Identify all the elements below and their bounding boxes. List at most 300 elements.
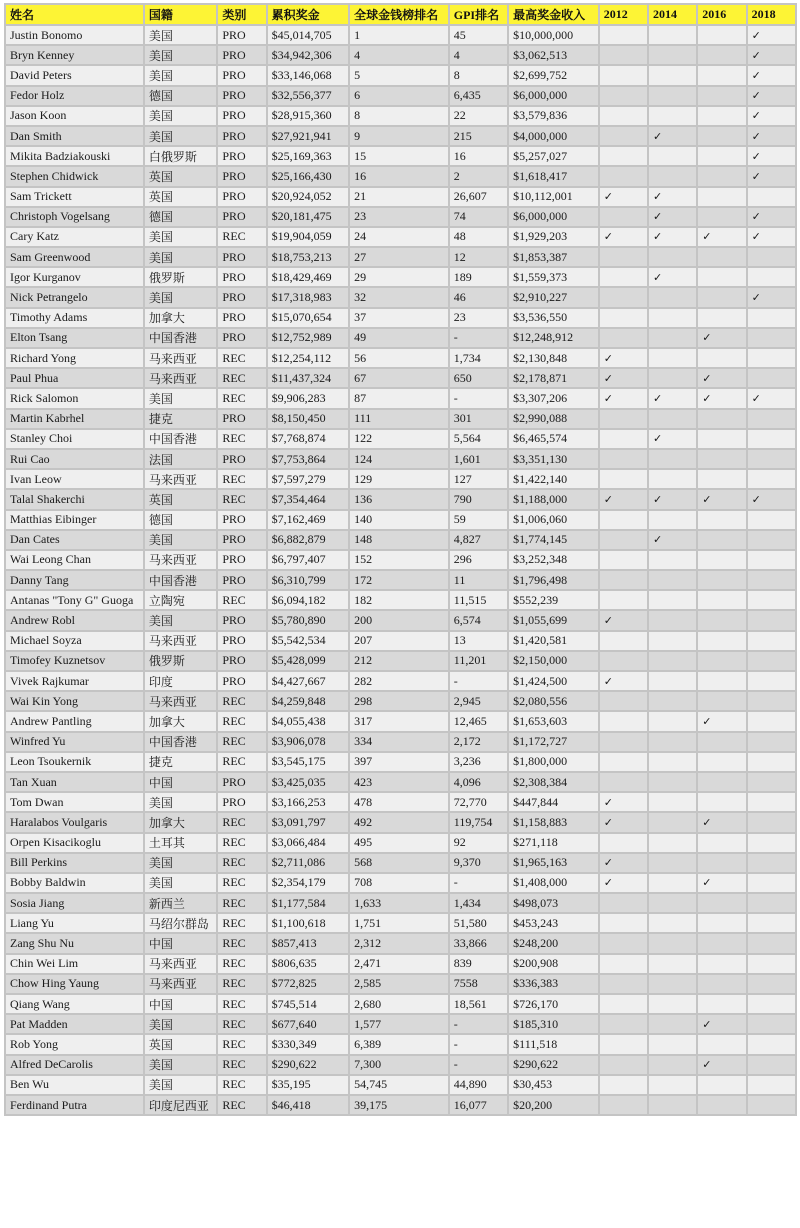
cell-type: PRO bbox=[217, 610, 266, 630]
cell-max-cash: $271,118 bbox=[508, 833, 599, 853]
check-2014-icon bbox=[648, 550, 697, 570]
table-row bbox=[5, 510, 796, 530]
cell-type: REC bbox=[217, 711, 266, 731]
cell-name: Alfred DeCarolis bbox=[5, 1055, 144, 1075]
check-2012-icon: ✓ bbox=[599, 671, 648, 691]
cell-max-cash: $2,990,088 bbox=[508, 409, 599, 429]
cell-nationality: 捷克 bbox=[144, 409, 217, 429]
cell-type: REC bbox=[217, 691, 266, 711]
table-row bbox=[5, 974, 796, 994]
cell-nationality: 美国 bbox=[144, 287, 217, 307]
table-row bbox=[5, 772, 796, 792]
check-2012-icon bbox=[599, 530, 648, 550]
cell-total-earnings: $7,753,864 bbox=[267, 449, 350, 469]
check-2016-icon bbox=[697, 429, 746, 449]
cell-max-cash: $1,420,581 bbox=[508, 631, 599, 651]
check-2012-icon: ✓ bbox=[599, 610, 648, 630]
table-row bbox=[5, 328, 796, 348]
check-2012-icon bbox=[599, 166, 648, 186]
cell-max-cash: $3,351,130 bbox=[508, 449, 599, 469]
cell-total-earnings: $7,768,874 bbox=[267, 429, 350, 449]
cell-nationality: 马来西亚 bbox=[144, 631, 217, 651]
check-2016-icon: ✓ bbox=[697, 812, 746, 832]
check-2014-icon bbox=[648, 328, 697, 348]
check-2012-icon bbox=[599, 1075, 648, 1095]
check-2012-icon: ✓ bbox=[599, 388, 648, 408]
cell-nationality: 中国香港 bbox=[144, 429, 217, 449]
cell-gpi-rank: 5,564 bbox=[449, 429, 508, 449]
header-type: 类别 bbox=[217, 4, 266, 25]
check-2012-icon bbox=[599, 86, 648, 106]
check-2014-icon bbox=[648, 1034, 697, 1054]
cell-total-earnings: $27,921,941 bbox=[267, 126, 350, 146]
cell-nationality: 马来西亚 bbox=[144, 469, 217, 489]
cell-total-earnings: $290,622 bbox=[267, 1055, 350, 1075]
table-row bbox=[5, 833, 796, 853]
cell-total-earnings: $17,318,983 bbox=[267, 287, 350, 307]
cell-money-rank: 2,312 bbox=[349, 933, 449, 953]
check-2018-icon bbox=[747, 1014, 796, 1034]
cell-max-cash: $30,453 bbox=[508, 1075, 599, 1095]
table-row bbox=[5, 1055, 796, 1075]
cell-gpi-rank: 4,827 bbox=[449, 530, 508, 550]
cell-total-earnings: $5,542,534 bbox=[267, 631, 350, 651]
check-2012-icon bbox=[599, 590, 648, 610]
check-2018-icon: ✓ bbox=[747, 25, 796, 45]
check-2016-icon bbox=[697, 913, 746, 933]
header-row bbox=[5, 4, 796, 25]
check-2012-icon bbox=[599, 933, 648, 953]
cell-name: Mikita Badziakouski bbox=[5, 146, 144, 166]
check-2018-icon bbox=[747, 913, 796, 933]
cell-name: David Peters bbox=[5, 65, 144, 85]
table-row bbox=[5, 530, 796, 550]
cell-type: PRO bbox=[217, 25, 266, 45]
cell-name: Rui Cao bbox=[5, 449, 144, 469]
check-2018-icon bbox=[747, 1055, 796, 1075]
check-2014-icon bbox=[648, 106, 697, 126]
cell-total-earnings: $3,906,078 bbox=[267, 732, 350, 752]
check-2018-icon bbox=[747, 994, 796, 1014]
check-2018-icon bbox=[747, 247, 796, 267]
check-2014-icon bbox=[648, 247, 697, 267]
cell-total-earnings: $18,429,469 bbox=[267, 267, 350, 287]
cell-total-earnings: $3,066,484 bbox=[267, 833, 350, 853]
cell-total-earnings: $330,349 bbox=[267, 1034, 350, 1054]
cell-gpi-rank: 2,945 bbox=[449, 691, 508, 711]
table-row bbox=[5, 489, 796, 509]
cell-money-rank: 2,471 bbox=[349, 954, 449, 974]
check-2018-icon: ✓ bbox=[747, 146, 796, 166]
cell-name: Rick Salomon bbox=[5, 388, 144, 408]
cell-gpi-rank: - bbox=[449, 1014, 508, 1034]
cell-money-rank: 492 bbox=[349, 812, 449, 832]
check-2012-icon bbox=[599, 711, 648, 731]
check-2012-icon: ✓ bbox=[599, 853, 648, 873]
cell-name: Danny Tang bbox=[5, 570, 144, 590]
check-2014-icon bbox=[648, 853, 697, 873]
check-2012-icon: ✓ bbox=[599, 227, 648, 247]
cell-money-rank: 152 bbox=[349, 550, 449, 570]
cell-name: Sosia Jiang bbox=[5, 893, 144, 913]
cell-gpi-rank: 215 bbox=[449, 126, 508, 146]
cell-money-rank: 5 bbox=[349, 65, 449, 85]
cell-gpi-rank: 9,370 bbox=[449, 853, 508, 873]
check-2014-icon bbox=[648, 691, 697, 711]
check-2018-icon bbox=[747, 1095, 796, 1115]
cell-gpi-rank: 1,601 bbox=[449, 449, 508, 469]
cell-name: Igor Kurganov bbox=[5, 267, 144, 287]
check-2018-icon bbox=[747, 449, 796, 469]
check-2016-icon bbox=[697, 187, 746, 207]
table-row bbox=[5, 267, 796, 287]
table-row bbox=[5, 853, 796, 873]
cell-max-cash: $2,308,384 bbox=[508, 772, 599, 792]
check-2018-icon bbox=[747, 308, 796, 328]
check-2018-icon bbox=[747, 691, 796, 711]
check-2018-icon: ✓ bbox=[747, 65, 796, 85]
header-max-cash: 最高奖金收入 bbox=[508, 4, 599, 25]
cell-type: PRO bbox=[217, 45, 266, 65]
cell-total-earnings: $9,906,283 bbox=[267, 388, 350, 408]
cell-money-rank: 111 bbox=[349, 409, 449, 429]
cell-nationality: 美国 bbox=[144, 106, 217, 126]
check-2016-icon bbox=[697, 308, 746, 328]
check-2012-icon bbox=[599, 146, 648, 166]
check-2014-icon bbox=[648, 449, 697, 469]
cell-gpi-rank: - bbox=[449, 873, 508, 893]
check-2012-icon bbox=[599, 691, 648, 711]
cell-total-earnings: $20,924,052 bbox=[267, 187, 350, 207]
cell-max-cash: $248,200 bbox=[508, 933, 599, 953]
cell-max-cash: $3,536,550 bbox=[508, 308, 599, 328]
check-2014-icon bbox=[648, 610, 697, 630]
cell-name: Bill Perkins bbox=[5, 853, 144, 873]
check-2018-icon bbox=[747, 711, 796, 731]
check-2018-icon: ✓ bbox=[747, 388, 796, 408]
table-row bbox=[5, 126, 796, 146]
cell-money-rank: 140 bbox=[349, 510, 449, 530]
cell-type: REC bbox=[217, 1034, 266, 1054]
cell-total-earnings: $7,354,464 bbox=[267, 489, 350, 509]
cell-money-rank: 212 bbox=[349, 651, 449, 671]
check-2016-icon bbox=[697, 994, 746, 1014]
cell-money-rank: 708 bbox=[349, 873, 449, 893]
check-2018-icon bbox=[747, 671, 796, 691]
check-2018-icon bbox=[747, 550, 796, 570]
check-2016-icon bbox=[697, 409, 746, 429]
cell-gpi-rank: 22 bbox=[449, 106, 508, 126]
check-2014-icon: ✓ bbox=[648, 207, 697, 227]
cell-total-earnings: $7,162,469 bbox=[267, 510, 350, 530]
check-2018-icon: ✓ bbox=[747, 45, 796, 65]
check-2014-icon bbox=[648, 954, 697, 974]
cell-type: PRO bbox=[217, 267, 266, 287]
cell-type: PRO bbox=[217, 409, 266, 429]
cell-total-earnings: $34,942,306 bbox=[267, 45, 350, 65]
cell-total-earnings: $857,413 bbox=[267, 933, 350, 953]
table-row bbox=[5, 1095, 796, 1115]
table-row bbox=[5, 873, 796, 893]
cell-gpi-rank: 839 bbox=[449, 954, 508, 974]
check-2016-icon bbox=[697, 752, 746, 772]
cell-nationality: 新西兰 bbox=[144, 893, 217, 913]
check-2012-icon: ✓ bbox=[599, 873, 648, 893]
cell-max-cash: $726,170 bbox=[508, 994, 599, 1014]
cell-nationality: 马来西亚 bbox=[144, 691, 217, 711]
cell-gpi-rank: 12 bbox=[449, 247, 508, 267]
cell-gpi-rank: 45 bbox=[449, 25, 508, 45]
check-2012-icon bbox=[599, 45, 648, 65]
check-2014-icon bbox=[648, 146, 697, 166]
check-2012-icon bbox=[599, 833, 648, 853]
table-row bbox=[5, 187, 796, 207]
cell-name: Cary Katz bbox=[5, 227, 144, 247]
cell-gpi-rank: 296 bbox=[449, 550, 508, 570]
cell-nationality: 英国 bbox=[144, 187, 217, 207]
cell-gpi-rank: 16 bbox=[449, 146, 508, 166]
header-name: 姓名 bbox=[5, 4, 144, 25]
check-2012-icon bbox=[599, 1014, 648, 1034]
cell-gpi-rank: 3,236 bbox=[449, 752, 508, 772]
check-2018-icon bbox=[747, 469, 796, 489]
check-2014-icon bbox=[648, 1055, 697, 1075]
cell-type: REC bbox=[217, 388, 266, 408]
check-2012-icon bbox=[599, 772, 648, 792]
cell-total-earnings: $6,094,182 bbox=[267, 590, 350, 610]
cell-money-rank: 87 bbox=[349, 388, 449, 408]
cell-total-earnings: $20,181,475 bbox=[267, 207, 350, 227]
check-2012-icon: ✓ bbox=[599, 187, 648, 207]
cell-max-cash: $1,188,000 bbox=[508, 489, 599, 509]
table-row bbox=[5, 570, 796, 590]
cell-max-cash: $1,559,373 bbox=[508, 267, 599, 287]
check-2016-icon bbox=[697, 106, 746, 126]
check-2016-icon bbox=[697, 287, 746, 307]
check-2014-icon: ✓ bbox=[648, 530, 697, 550]
cell-gpi-rank: - bbox=[449, 1034, 508, 1054]
check-2014-icon bbox=[648, 812, 697, 832]
cell-nationality: 德国 bbox=[144, 207, 217, 227]
cell-gpi-rank: 127 bbox=[449, 469, 508, 489]
check-2016-icon bbox=[697, 25, 746, 45]
cell-nationality: 白俄罗斯 bbox=[144, 146, 217, 166]
cell-total-earnings: $4,427,667 bbox=[267, 671, 350, 691]
cell-max-cash: $20,200 bbox=[508, 1095, 599, 1115]
check-2018-icon bbox=[747, 651, 796, 671]
cell-total-earnings: $33,146,068 bbox=[267, 65, 350, 85]
check-2012-icon bbox=[599, 429, 648, 449]
check-2016-icon: ✓ bbox=[697, 388, 746, 408]
cell-name: Wai Leong Chan bbox=[5, 550, 144, 570]
check-2014-icon bbox=[648, 287, 697, 307]
cell-nationality: 美国 bbox=[144, 853, 217, 873]
check-2014-icon bbox=[648, 308, 697, 328]
table-row bbox=[5, 812, 796, 832]
cell-total-earnings: $45,014,705 bbox=[267, 25, 350, 45]
check-2016-icon bbox=[697, 348, 746, 368]
cell-money-rank: 334 bbox=[349, 732, 449, 752]
check-2014-icon bbox=[648, 348, 697, 368]
check-2016-icon bbox=[697, 146, 746, 166]
cell-nationality: 加拿大 bbox=[144, 308, 217, 328]
table-row bbox=[5, 287, 796, 307]
check-2016-icon bbox=[697, 247, 746, 267]
cell-type: PRO bbox=[217, 772, 266, 792]
check-2016-icon bbox=[697, 1034, 746, 1054]
cell-nationality: 俄罗斯 bbox=[144, 267, 217, 287]
cell-type: PRO bbox=[217, 550, 266, 570]
cell-max-cash: $10,000,000 bbox=[508, 25, 599, 45]
cell-name: Elton Tsang bbox=[5, 328, 144, 348]
check-2012-icon bbox=[599, 1034, 648, 1054]
cell-max-cash: $2,699,752 bbox=[508, 65, 599, 85]
check-2012-icon bbox=[599, 550, 648, 570]
cell-name: Matthias Eibinger bbox=[5, 510, 144, 530]
cell-name: Liang Yu bbox=[5, 913, 144, 933]
cell-max-cash: $1,172,727 bbox=[508, 732, 599, 752]
cell-gpi-rank: 16,077 bbox=[449, 1095, 508, 1115]
cell-gpi-rank: 12,465 bbox=[449, 711, 508, 731]
check-2016-icon bbox=[697, 853, 746, 873]
check-2018-icon: ✓ bbox=[747, 287, 796, 307]
cell-money-rank: 24 bbox=[349, 227, 449, 247]
cell-type: PRO bbox=[217, 126, 266, 146]
header-total-earnings: 累积奖金 bbox=[267, 4, 350, 25]
cell-max-cash: $3,062,513 bbox=[508, 45, 599, 65]
cell-name: Dan Smith bbox=[5, 126, 144, 146]
check-2018-icon bbox=[747, 530, 796, 550]
table-row bbox=[5, 368, 796, 388]
cell-total-earnings: $25,166,430 bbox=[267, 166, 350, 186]
check-2016-icon bbox=[697, 1075, 746, 1095]
cell-name: Justin Bonomo bbox=[5, 25, 144, 45]
cell-nationality: 美国 bbox=[144, 227, 217, 247]
check-2018-icon: ✓ bbox=[747, 126, 796, 146]
cell-type: REC bbox=[217, 954, 266, 974]
cell-max-cash: $2,910,227 bbox=[508, 287, 599, 307]
check-2016-icon bbox=[697, 449, 746, 469]
cell-nationality: 美国 bbox=[144, 873, 217, 893]
cell-money-rank: 32 bbox=[349, 287, 449, 307]
check-2012-icon bbox=[599, 247, 648, 267]
cell-max-cash: $3,252,348 bbox=[508, 550, 599, 570]
table-row bbox=[5, 631, 796, 651]
cell-type: PRO bbox=[217, 187, 266, 207]
cell-nationality: 美国 bbox=[144, 610, 217, 630]
cell-type: REC bbox=[217, 752, 266, 772]
cell-nationality: 加拿大 bbox=[144, 711, 217, 731]
cell-name: Sam Trickett bbox=[5, 187, 144, 207]
cell-total-earnings: $25,169,363 bbox=[267, 146, 350, 166]
check-2016-icon bbox=[697, 45, 746, 65]
check-2012-icon bbox=[599, 651, 648, 671]
cell-type: REC bbox=[217, 489, 266, 509]
cell-name: Fedor Holz bbox=[5, 86, 144, 106]
table-row bbox=[5, 651, 796, 671]
table-row bbox=[5, 388, 796, 408]
cell-money-rank: 6 bbox=[349, 86, 449, 106]
cell-total-earnings: $5,428,099 bbox=[267, 651, 350, 671]
cell-max-cash: $200,908 bbox=[508, 954, 599, 974]
check-2012-icon bbox=[599, 913, 648, 933]
cell-type: PRO bbox=[217, 328, 266, 348]
cell-max-cash: $1,158,883 bbox=[508, 812, 599, 832]
cell-nationality: 中国 bbox=[144, 933, 217, 953]
table-row bbox=[5, 227, 796, 247]
cell-money-rank: 23 bbox=[349, 207, 449, 227]
cell-gpi-rank: 7558 bbox=[449, 974, 508, 994]
cell-nationality: 美国 bbox=[144, 1014, 217, 1034]
cell-max-cash: $185,310 bbox=[508, 1014, 599, 1034]
check-2016-icon bbox=[697, 469, 746, 489]
cell-name: Andrew Robl bbox=[5, 610, 144, 630]
cell-max-cash: $498,073 bbox=[508, 893, 599, 913]
cell-money-rank: 16 bbox=[349, 166, 449, 186]
check-2016-icon: ✓ bbox=[697, 1014, 746, 1034]
cell-total-earnings: $6,882,879 bbox=[267, 530, 350, 550]
check-2018-icon: ✓ bbox=[747, 166, 796, 186]
check-2014-icon bbox=[648, 671, 697, 691]
cell-money-rank: 182 bbox=[349, 590, 449, 610]
cell-nationality: 美国 bbox=[144, 25, 217, 45]
cell-gpi-rank: 6,435 bbox=[449, 86, 508, 106]
check-2016-icon: ✓ bbox=[697, 711, 746, 731]
check-2014-icon: ✓ bbox=[648, 267, 697, 287]
check-2012-icon bbox=[599, 893, 648, 913]
check-2012-icon bbox=[599, 25, 648, 45]
cell-nationality: 马来西亚 bbox=[144, 974, 217, 994]
cell-name: Wai Kin Yong bbox=[5, 691, 144, 711]
cell-nationality: 德国 bbox=[144, 510, 217, 530]
check-2018-icon bbox=[747, 510, 796, 530]
header-2016: 2016 bbox=[697, 4, 746, 25]
cell-gpi-rank: 44,890 bbox=[449, 1075, 508, 1095]
check-2018-icon bbox=[747, 1034, 796, 1054]
check-2014-icon bbox=[648, 732, 697, 752]
cell-name: Stanley Choi bbox=[5, 429, 144, 449]
table-row bbox=[5, 429, 796, 449]
check-2018-icon bbox=[747, 732, 796, 752]
cell-total-earnings: $677,640 bbox=[267, 1014, 350, 1034]
cell-money-rank: 1,577 bbox=[349, 1014, 449, 1034]
cell-type: REC bbox=[217, 227, 266, 247]
cell-gpi-rank: 33,866 bbox=[449, 933, 508, 953]
table-row bbox=[5, 1075, 796, 1095]
cell-type: PRO bbox=[217, 631, 266, 651]
cell-max-cash: $1,408,000 bbox=[508, 873, 599, 893]
cell-max-cash: $10,112,001 bbox=[508, 187, 599, 207]
check-2014-icon bbox=[648, 792, 697, 812]
cell-name: Tom Dwan bbox=[5, 792, 144, 812]
check-2016-icon bbox=[697, 570, 746, 590]
cell-max-cash: $453,243 bbox=[508, 913, 599, 933]
check-2014-icon bbox=[648, 893, 697, 913]
cell-max-cash: $447,844 bbox=[508, 792, 599, 812]
check-2016-icon bbox=[697, 530, 746, 550]
cell-gpi-rank: 2,172 bbox=[449, 732, 508, 752]
table-row bbox=[5, 933, 796, 953]
cell-type: REC bbox=[217, 732, 266, 752]
cell-type: PRO bbox=[217, 86, 266, 106]
cell-total-earnings: $32,556,377 bbox=[267, 86, 350, 106]
cell-money-rank: 298 bbox=[349, 691, 449, 711]
check-2018-icon: ✓ bbox=[747, 106, 796, 126]
check-2014-icon bbox=[648, 711, 697, 731]
cell-max-cash: $111,518 bbox=[508, 1034, 599, 1054]
cell-max-cash: $552,239 bbox=[508, 590, 599, 610]
cell-total-earnings: $8,150,450 bbox=[267, 409, 350, 429]
